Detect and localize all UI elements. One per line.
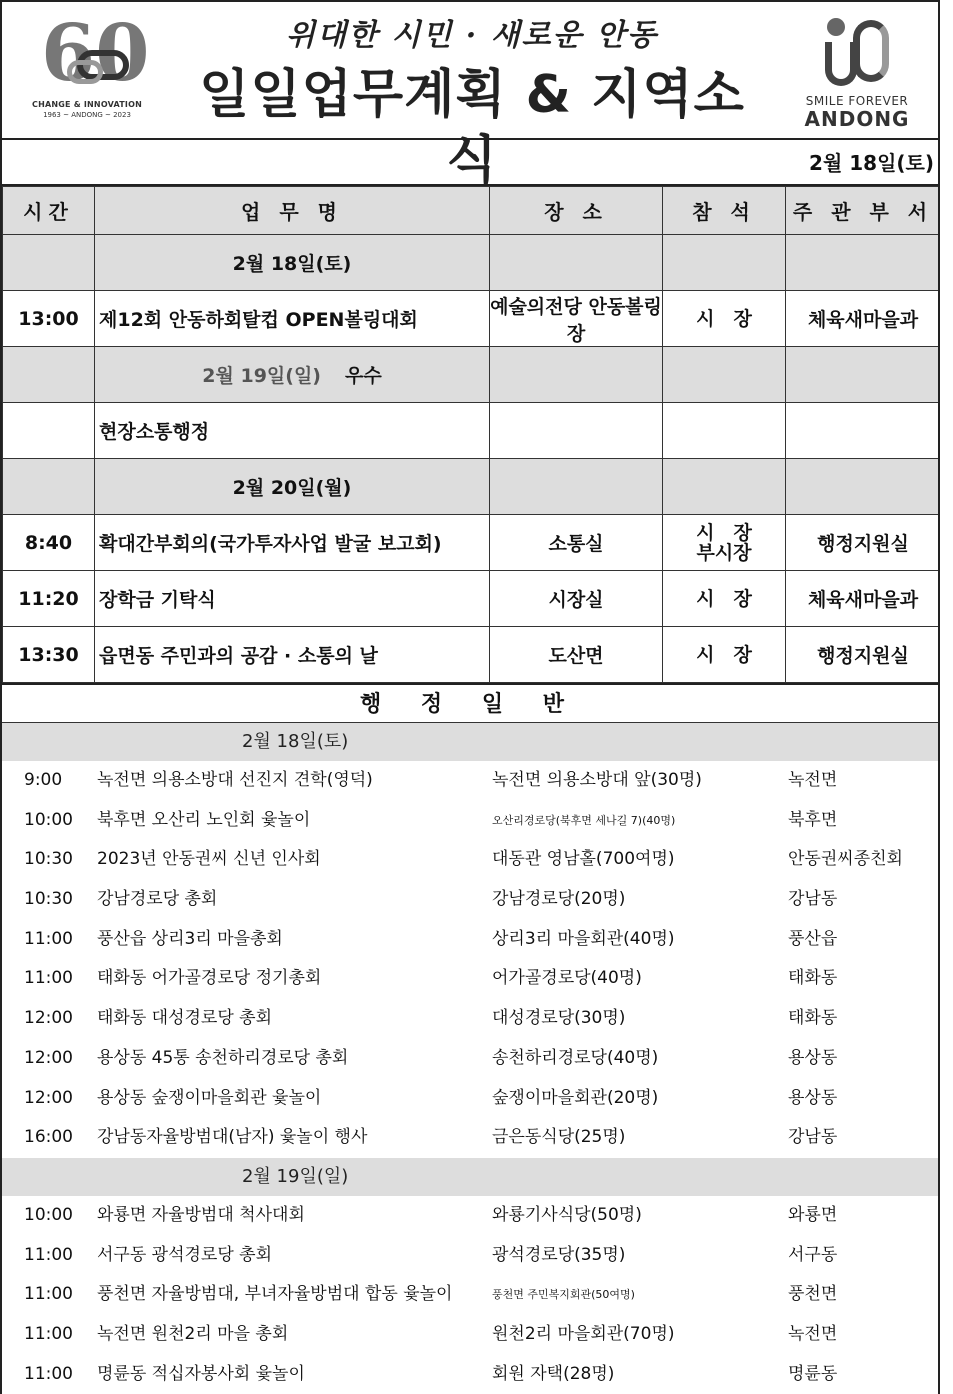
task-cell: 장학금 기탁식	[95, 571, 490, 627]
item-time: 11:00	[24, 1363, 73, 1384]
item-task: 태화동 대성경로당 총회	[97, 1008, 273, 1029]
item-time: 11:00	[24, 928, 73, 949]
item-place: 대동관 영남홀(700여명)	[492, 849, 675, 870]
list-item	[2, 1196, 938, 1236]
col-dept-header: 주 관 부 서	[786, 187, 941, 235]
col-task-header: 업 무 명	[95, 187, 490, 235]
item-time: 16:00	[24, 1127, 73, 1148]
item-place: 상리3리 마을회관(40명)	[492, 928, 675, 949]
day-header-row	[3, 459, 941, 515]
item-place: 녹전면 의용소방대 앞(30명)	[492, 770, 702, 790]
table-row	[3, 627, 941, 683]
item-time: 12:00	[24, 1008, 73, 1029]
logo-right-line2: ANDONG	[804, 107, 910, 131]
dept-cell: 체육새마을과	[786, 291, 941, 347]
dept-cell: 행정지원실	[786, 627, 941, 683]
anniversary-logo	[32, 8, 150, 129]
item-time: 10:00	[24, 1204, 73, 1225]
general-day-label: 2월 18일(토)	[2, 723, 938, 761]
item-place: 풍천면 주민복지회관(50여명)	[492, 1288, 635, 1302]
item-time: 11:00	[24, 1244, 73, 1265]
list-item	[2, 959, 938, 999]
andong-logo	[792, 14, 922, 130]
item-time: 10:30	[24, 849, 73, 870]
item-task: 강남경로당 총회	[97, 889, 218, 910]
list-item	[2, 1275, 938, 1315]
day-label-cell	[95, 459, 490, 515]
attend-cell: 시 장	[663, 291, 786, 347]
item-time: 11:00	[24, 1323, 73, 1344]
day-empty-cell	[663, 459, 786, 515]
list-item	[2, 801, 938, 841]
logo-dot-icon	[827, 18, 845, 36]
item-dept: 용상동	[788, 1047, 838, 1068]
item-place: 대성경로당(30명)	[492, 1008, 626, 1029]
task-cell: 확대간부회의(국가투자사업 발굴 보고회)	[95, 515, 490, 571]
general-day-label: 2월 19일(일)	[2, 1158, 938, 1196]
item-dept: 강남동	[788, 889, 838, 910]
table-row	[3, 515, 941, 571]
list-item	[2, 1118, 938, 1158]
city-slogan: 위대한 시민 · 새로운 안동	[285, 18, 659, 53]
list-item	[2, 840, 938, 880]
item-time: 11:00	[24, 1284, 73, 1305]
list-item	[2, 1236, 938, 1276]
item-dept: 용상동	[788, 1087, 838, 1108]
table-row	[3, 291, 941, 347]
item-dept: 녹전면	[788, 1323, 838, 1344]
general-schedule-list	[2, 723, 938, 1394]
col-time-header: 시간	[3, 187, 95, 235]
day-empty-cell	[3, 459, 95, 515]
item-task: 용상동 45통 송천하리경로당 총회	[97, 1047, 349, 1068]
day-header-row	[3, 235, 941, 291]
schedule-table	[2, 186, 940, 683]
day-empty-cell	[3, 235, 95, 291]
logo-right-line1: SMILE FOREVER	[805, 94, 909, 108]
item-time: 11:00	[24, 968, 73, 989]
item-task: 풍산읍 상리3리 마을총회	[97, 928, 283, 949]
item-time: 9:00	[24, 770, 63, 790]
item-dept: 서구동	[788, 1244, 838, 1265]
day-empty-cell	[490, 347, 663, 403]
attend-cell	[663, 403, 786, 459]
time-cell: 8:40	[3, 515, 95, 571]
item-place: 어가골경로당(40명)	[492, 968, 642, 989]
day-label: 2월 20일(월)	[232, 477, 352, 499]
attend-cell: 시 장	[663, 627, 786, 683]
item-place: 광석경로당(35명)	[492, 1244, 626, 1265]
place-cell: 소통실	[490, 515, 663, 571]
item-task: 태화동 어가골경로당 정기총회	[97, 968, 322, 989]
list-item	[2, 999, 938, 1039]
list-item	[2, 761, 938, 801]
item-dept: 태화동	[788, 968, 838, 989]
day-empty-cell	[663, 347, 786, 403]
item-task: 풍천면 자율방범대, 부녀자율방범대 합동 윷놀이	[97, 1284, 453, 1305]
list-item	[2, 1079, 938, 1119]
logo-left-line1: CHANGE & INNOVATION	[32, 100, 142, 109]
item-place: 금은동식당(25명)	[492, 1127, 626, 1148]
logo-loop-icon	[853, 20, 889, 82]
list-item	[2, 1039, 938, 1079]
item-dept: 태화동	[788, 1008, 838, 1029]
dept-cell: 체육새마을과	[786, 571, 941, 627]
day-label-cell	[95, 347, 490, 403]
item-dept: 풍산읍	[788, 928, 838, 949]
task-cell: 현장소통행정	[95, 403, 490, 459]
item-task: 명륜동 적십자봉사회 윷놀이	[97, 1363, 305, 1384]
day-header-row	[3, 347, 941, 403]
infinity-inner-icon	[67, 60, 103, 84]
place-cell	[490, 403, 663, 459]
time-cell: 13:30	[3, 627, 95, 683]
item-place: 회원 자택(28명)	[492, 1363, 615, 1384]
general-section-title: 행 정 일 반	[2, 683, 938, 723]
item-dept: 녹전면	[788, 770, 838, 790]
day-label: 2월 18일(토)	[232, 253, 352, 275]
day-label: 2월 19일(일)	[202, 365, 321, 387]
item-task: 녹전면 원천2리 마을 총회	[97, 1323, 289, 1344]
list-item	[2, 920, 938, 960]
item-place: 강남경로당(20명)	[492, 889, 626, 910]
item-place: 송천하리경로당(40명)	[492, 1047, 659, 1068]
col-place-header: 장 소	[490, 187, 663, 235]
logo-60-number: 60	[41, 8, 150, 99]
time-cell: 11:20	[3, 571, 95, 627]
item-time: 10:30	[24, 889, 73, 910]
day-empty-cell	[490, 459, 663, 515]
day-empty-cell	[786, 459, 941, 515]
attend-cell: 시 장	[663, 571, 786, 627]
time-cell: 13:00	[3, 291, 95, 347]
day-note: 우수	[345, 365, 382, 387]
item-dept: 와룡면	[788, 1204, 838, 1225]
item-place: 오산리경로당(북후면 세나길 7)(40명)	[492, 813, 676, 827]
item-task: 용상동 숲쟁이마을회관 윷놀이	[97, 1087, 322, 1108]
item-time: 12:00	[24, 1087, 73, 1108]
logo-left-line2: 1963 ~ ANDONG ~ 2023	[43, 111, 131, 119]
day-empty-cell	[490, 235, 663, 291]
place-cell: 시장실	[490, 571, 663, 627]
item-place: 숲쟁이마을회관(20명)	[492, 1087, 659, 1108]
day-label-cell	[95, 235, 490, 291]
item-task: 강남동자율방범대(남자) 윷놀이 행사	[97, 1127, 368, 1148]
col-attend-header: 참 석	[663, 187, 786, 235]
item-place: 와룡기사식당(50명)	[492, 1204, 642, 1225]
dept-cell	[786, 403, 941, 459]
item-task: 서구동 광석경로당 총회	[97, 1244, 273, 1265]
day-empty-cell	[3, 347, 95, 403]
list-item	[2, 880, 938, 920]
list-item	[2, 1315, 938, 1355]
day-empty-cell	[786, 235, 941, 291]
attend-cell: 시 장 부시장	[663, 515, 786, 571]
item-place: 원천2리 마을회관(70명)	[492, 1323, 675, 1344]
table-row	[3, 571, 941, 627]
item-task: 북후면 오산리 노인회 윷놀이	[97, 809, 311, 830]
item-time: 10:00	[24, 809, 73, 830]
time-cell	[3, 403, 95, 459]
item-dept: 안동권씨종친회	[788, 849, 903, 870]
report-date: 2월 18일(토)	[2, 140, 938, 186]
table-row	[3, 403, 941, 459]
list-item	[2, 1355, 938, 1394]
item-dept: 북후면	[788, 809, 838, 830]
item-task: 2023년 안동권씨 신년 인사회	[97, 849, 321, 870]
item-task: 녹전면 의용소방대 선진지 견학(영덕)	[97, 770, 373, 790]
item-dept: 명륜동	[788, 1363, 838, 1384]
day-empty-cell	[663, 235, 786, 291]
item-task: 와룡면 자율방범대 척사대회	[97, 1204, 305, 1225]
task-cell: 읍면동 주민과의 공감 · 소통의 날	[95, 627, 490, 683]
item-time: 12:00	[24, 1047, 73, 1068]
day-empty-cell	[786, 347, 941, 403]
item-dept: 풍천면	[788, 1284, 838, 1305]
place-cell: 도산면	[490, 627, 663, 683]
place-cell: 예술의전당 안동볼링장	[490, 291, 663, 347]
page-title: 일일업무계획 & 지역소식	[199, 65, 745, 191]
task-cell: 제12회 안동하회탈컵 OPEN볼링대회	[95, 291, 490, 347]
item-dept: 강남동	[788, 1127, 838, 1148]
dept-cell: 행정지원실	[786, 515, 941, 571]
